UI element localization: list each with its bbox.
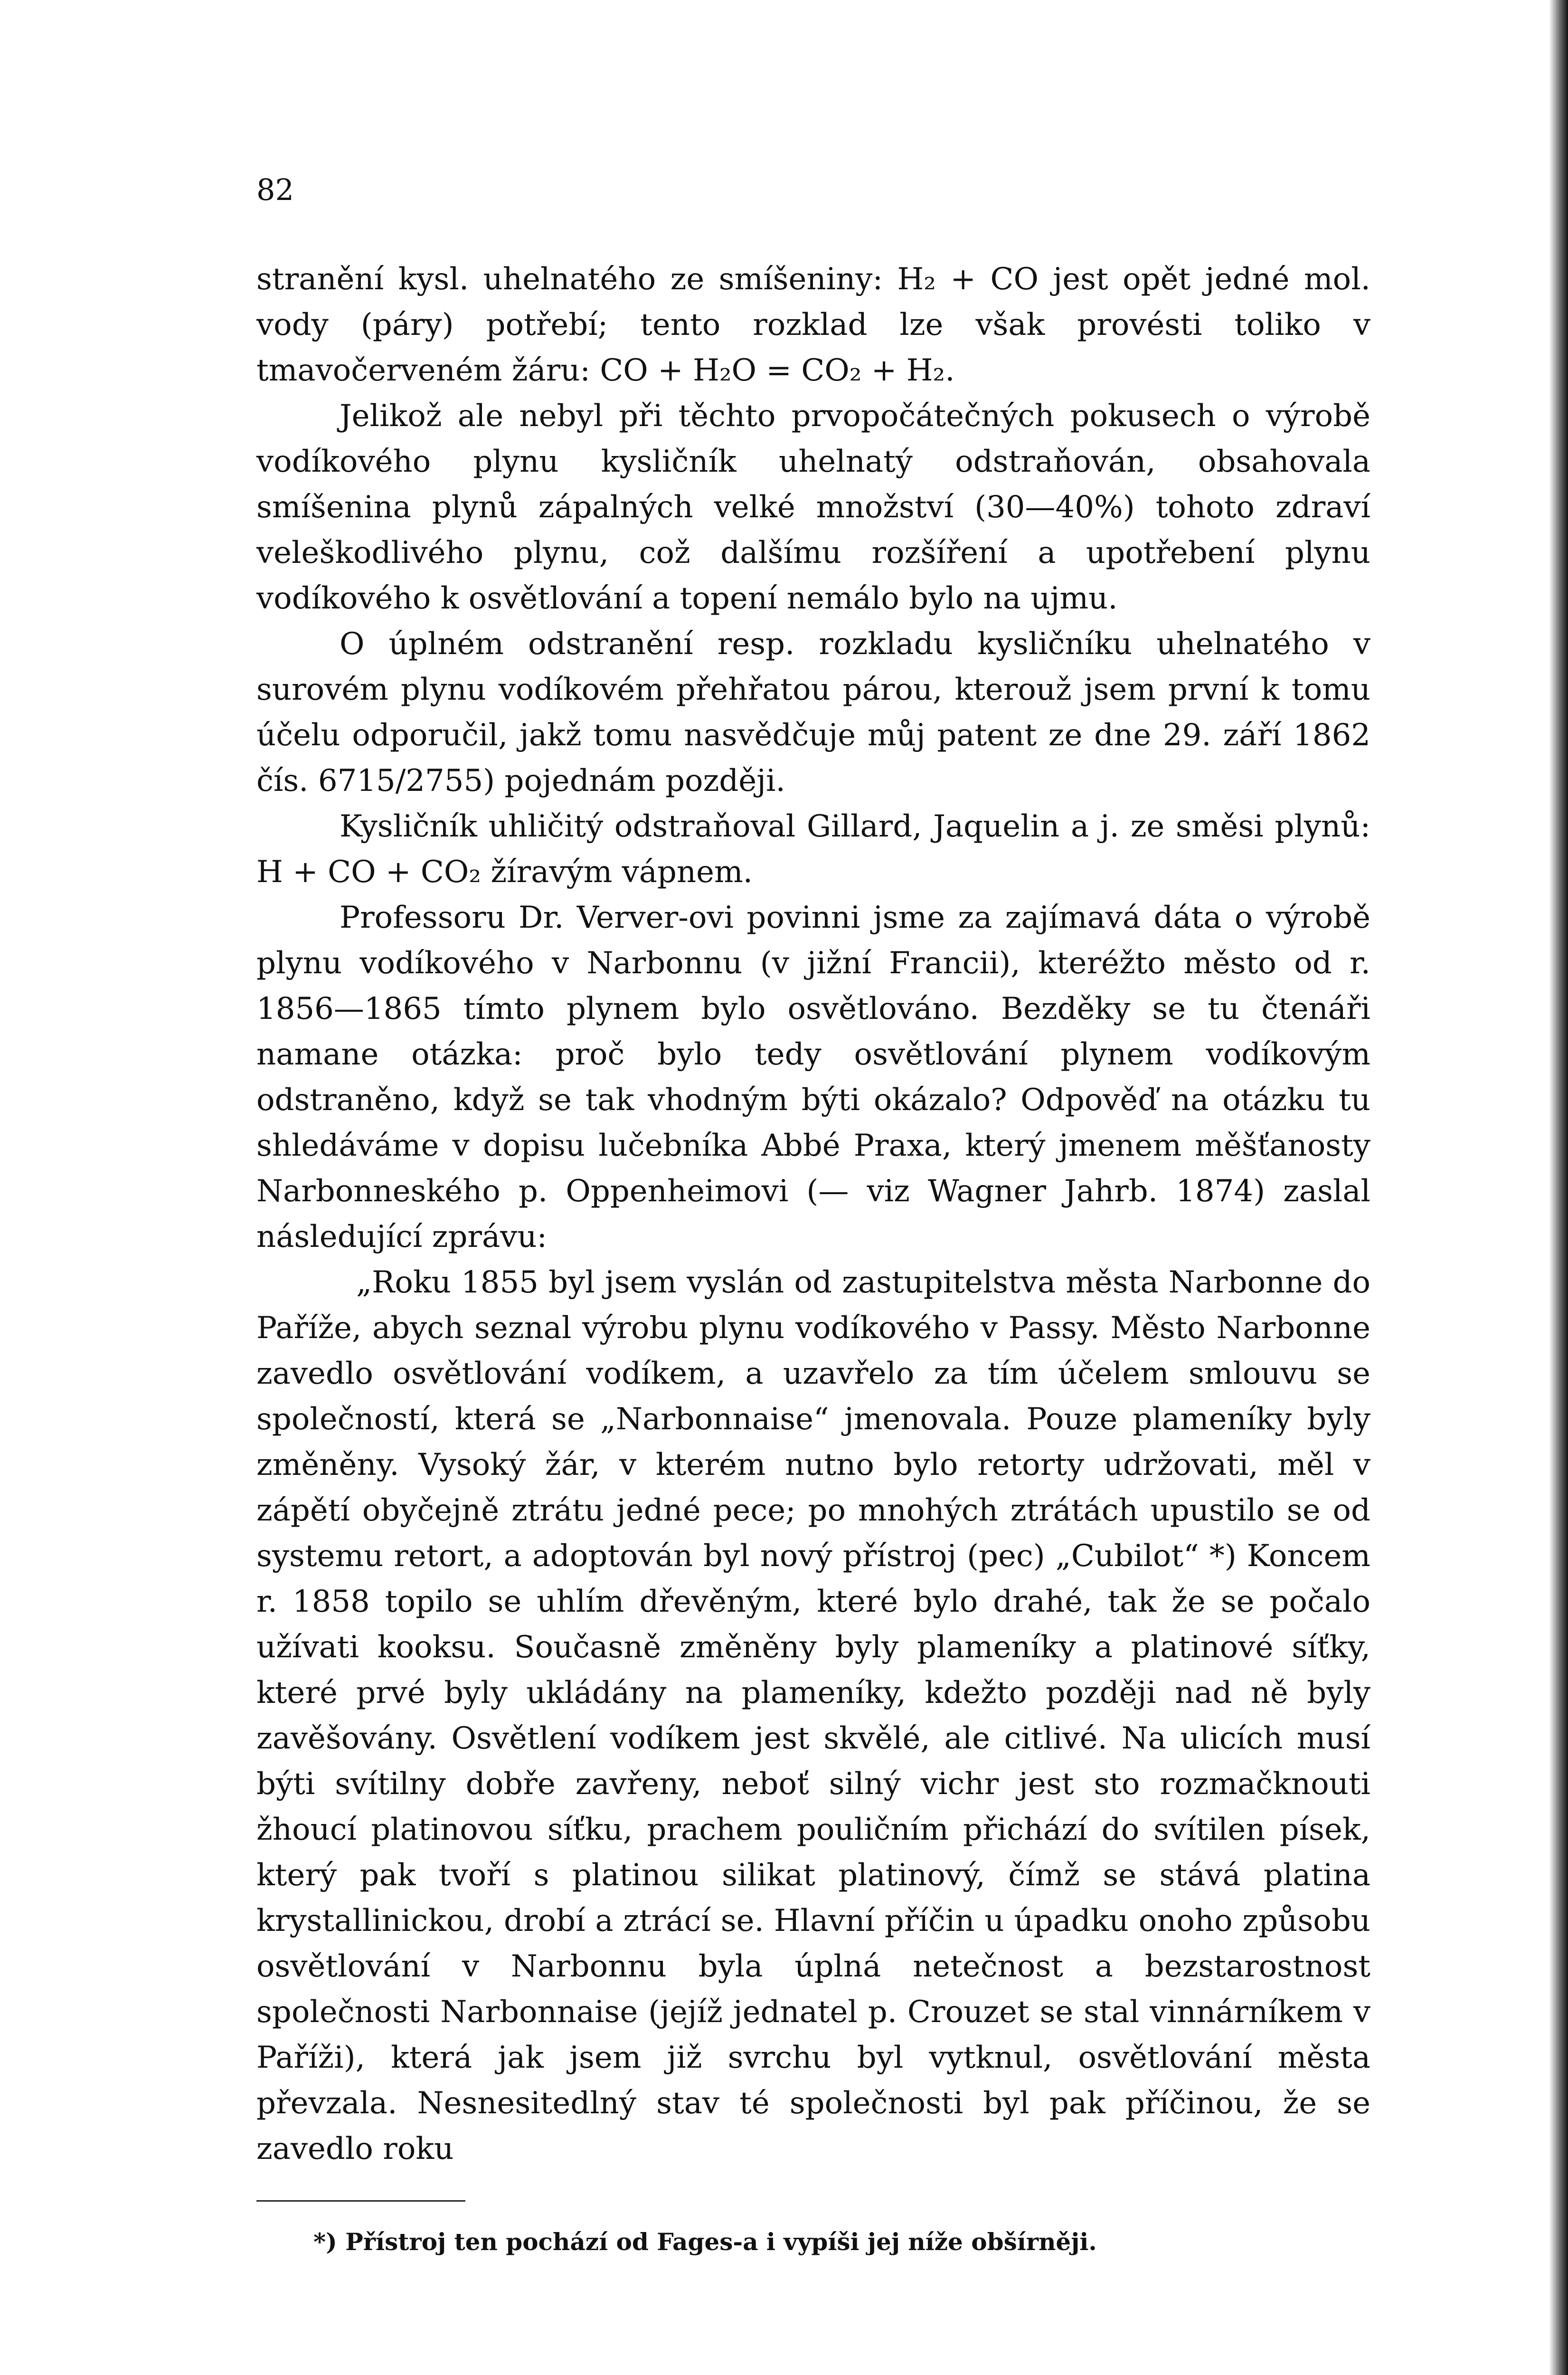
paragraph-carbon-monoxide: Jelikož ale nebyl při těchto prvopočátečných pokusech o výrobě vodíkového plynu kysličník uhelnatý odstraňován, obsahovala smíšenina plynů zápalných velké množství (30—40%) tohoto zdraví veleškodlivého plynu, což dalšímu rozšíření a upotřebení plynu vodíkového k osvětlování a topení nemálo bylo na ujmu. [256, 399, 1370, 616]
paragraph-patent: O úplném odstranění resp. rozkladu kysličníku uhelnatého v surovém plynu vodíkovém přehřatou párou, kterouž jsem první k tomu účelu odporučil, jakž tomu nasvědčuje můj patent ze dne 29. září 1862 čís. 6715/2755) pojednám později. [256, 627, 1370, 798]
page-edge-shadow [1549, 0, 1568, 2375]
footnote: *) Přístroj ten pochází od Fages-a i vypíši jej níže obšírněji. [313, 2228, 1097, 2256]
paragraph-carbon-dioxide: Kysličník uhličitý odstraňoval Gillard, Jaquelin a j. ze směsi plynů: H + CO + CO₂ žíravým vápnem. [256, 809, 1370, 890]
paragraph-narbonne-report: „Roku 1855 byl jsem vyslán od zastupitelstva města Narbonne do Paříže, abych seznal výrobu plynu vodíkového v Passy. Město Narbonne zavedlo osvětlování vodíkem, a uzavřelo za tím účelem smlouvu se společností, která se „Narbonnaise“ jmenovala. Pouze plameníky byly změněny. Vysoký žár, v kterém nutno bylo retorty udržovati, měl v zápětí obyčejně ztrátu jedné pece; po mnohých ztrátách upustilo se od systemu retort, a adoptován byl nový přístroj (pec) „Cubilot“ *) Koncem r. 1858 topilo se uhlím dřevěným, které bylo drahé, tak že se počalo užívati kooksu. Současně změněny byly plameníky a platinové síťky, které prvé byly ukládány na plameníky, kdežto později nad ně byly zavěšovány. Osvětlení vodíkem jest skvělé, ale citlivé. Na ulicích musí býti svítilny dobře zavřeny, neboť silný vichr jest sto rozmačknouti žhoucí platinovou síťku, prachem pouličním přichází do svítilen písek, který pak tvoří s platinou silikat platinový, čímž se stává platina krystallinickou, drobí a ztrácí se. Hlavní příčin u úpadku onoho způsobu osvětlování v Narbonnu byla úplná netečnost a bezstarostnost společnosti Narbonnaise (jejíž jednatel p. Crouzet se stal vinnárníkem v Paříži), která jak jsem již svrchu byl vytknul, osvětlování města převzala. Nesnesitedlný stav té společnosti byl pak příčinou, že se zavedlo roku [256, 1265, 1370, 2166]
paragraph-continuation: stranění kysl. uhelnatého ze smíšeniny: H₂ + CO jest opět jedné mol. vody (páry) potřebí; tento rozklad lze však provésti toliko v tmavočerveném žáru: CO + H₂O = CO₂ + H₂. [256, 262, 1370, 388]
footnote-divider [256, 2200, 465, 2202]
page-number: 82 [256, 172, 294, 207]
book-page [256, 171, 1370, 2259]
paragraph-narbonne-intro: Professoru Dr. Verver-ovi povinni jsme za zajímavá dáta o výrobě plynu vodíkového v Narbonnu (v jižní Francii), kteréžto město od r. 1856—1865 tímto plynem bylo osvětlováno. Bezděky se tu čtenáři namane otázka: proč bylo tedy osvětlování plynem vodíkovým odstraněno, když se tak vhodným býti okázalo? Odpověď na otázku tu shledáváme v dopisu lučebníka Abbé Praxa, který jmenem měšťanosty Narbonneského p. Oppenheimovi (— viz Wagner Jahrb. 1874) zaslal následující zprávu: [256, 900, 1370, 1254]
body-text [256, 256, 1370, 2172]
